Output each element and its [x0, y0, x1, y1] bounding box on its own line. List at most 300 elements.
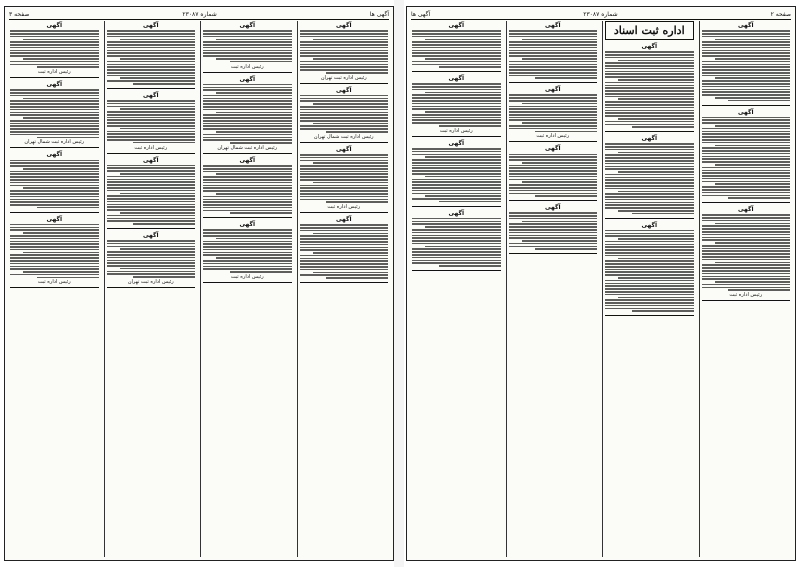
- text-line: [509, 50, 598, 52]
- text-line: [107, 201, 196, 203]
- text-line: [509, 176, 598, 178]
- text-line: [425, 246, 500, 248]
- legal-notice: [107, 92, 196, 154]
- text-line: [120, 268, 195, 270]
- notice-signature: رئیس اداره ثبت: [134, 144, 168, 151]
- text-line: [412, 262, 501, 264]
- text-line: [10, 92, 99, 94]
- text-line: [412, 86, 501, 88]
- text-line: [203, 243, 292, 245]
- text-line: [412, 30, 501, 32]
- notice-body: [509, 30, 598, 79]
- notice-title: آگهی: [46, 22, 63, 29]
- text-line: [412, 36, 501, 38]
- text-line: [300, 64, 389, 66]
- text-line: [10, 185, 99, 187]
- text-line: [300, 263, 389, 265]
- text-line: [605, 280, 694, 282]
- text-line: [412, 170, 501, 172]
- text-line: [605, 68, 694, 70]
- notice-signature: رئیس اداره ثبت: [37, 279, 71, 286]
- notice-body: [300, 95, 389, 133]
- text-line: [605, 124, 694, 126]
- text-line: [702, 195, 791, 197]
- text-line: [203, 120, 292, 122]
- text-line: [702, 36, 791, 38]
- text-line: [605, 230, 694, 232]
- text-line: [107, 55, 196, 57]
- text-line: [300, 190, 389, 192]
- text-line: [702, 72, 791, 74]
- text-line: [509, 66, 598, 68]
- notice-body: [509, 212, 598, 250]
- text-line: [702, 170, 791, 172]
- text-line: [702, 44, 791, 46]
- column: [699, 21, 793, 557]
- text-line: [509, 61, 598, 63]
- column: [410, 21, 503, 557]
- text-line: [605, 166, 694, 168]
- text-line: [715, 39, 790, 41]
- text-line: [107, 209, 196, 211]
- text-line: [107, 114, 196, 116]
- running-header: [411, 9, 791, 20]
- text-line: [702, 64, 791, 66]
- text-line: [326, 277, 388, 279]
- text-line: [605, 104, 694, 106]
- text-line: [702, 273, 791, 275]
- text-line: [702, 220, 791, 222]
- notice-body: [412, 83, 501, 126]
- text-line: [509, 237, 598, 239]
- text-line: [203, 114, 292, 116]
- text-line: [509, 232, 598, 234]
- text-line: [605, 260, 694, 262]
- text-line: [203, 249, 292, 251]
- text-line: [107, 206, 196, 208]
- text-line: [509, 119, 598, 121]
- text-line: [203, 165, 292, 167]
- notice-body: [203, 165, 292, 214]
- text-line: [10, 55, 99, 57]
- text-line: [107, 243, 196, 245]
- text-line: [702, 234, 791, 236]
- text-line: [107, 254, 196, 256]
- text-line: [107, 131, 196, 133]
- notice-body: [605, 143, 694, 214]
- notice-body: [107, 30, 196, 84]
- text-line: [203, 254, 292, 256]
- text-line: [605, 207, 694, 209]
- text-line: [605, 157, 694, 159]
- text-line: [715, 262, 790, 264]
- text-line: [10, 190, 99, 192]
- text-line: [412, 240, 501, 242]
- text-line: [702, 167, 791, 169]
- text-line: [10, 33, 99, 35]
- text-line: [107, 122, 196, 124]
- text-line: [702, 117, 791, 119]
- text-line: [605, 185, 694, 187]
- text-line: [509, 94, 598, 96]
- text-line: [702, 66, 791, 68]
- text-line: [107, 170, 196, 172]
- text-line: [605, 188, 694, 190]
- notice-body: [605, 230, 694, 312]
- text-line: [412, 181, 501, 183]
- text-line: [216, 238, 291, 240]
- text-line: [203, 87, 292, 89]
- legal-notice: [300, 22, 389, 84]
- notice-title: آگهی: [46, 81, 63, 89]
- text-line: [216, 92, 291, 94]
- text-line: [715, 164, 790, 166]
- text-line: [107, 190, 196, 192]
- left-page: [4, 6, 394, 561]
- text-line: [702, 30, 791, 32]
- text-line: [412, 190, 501, 192]
- text-line: [107, 136, 196, 138]
- text-line: [313, 123, 388, 125]
- text-line: [313, 252, 388, 254]
- notice-body: [203, 30, 292, 62]
- text-line: [605, 101, 694, 103]
- text-line: [10, 44, 99, 46]
- text-line: [300, 41, 389, 43]
- notice-body: [10, 89, 99, 138]
- text-line: [107, 260, 196, 262]
- text-line: [107, 240, 196, 242]
- notice-body: [702, 117, 791, 199]
- text-line: [412, 41, 501, 43]
- text-line: [10, 266, 99, 268]
- text-line: [203, 125, 292, 127]
- text-line: [107, 36, 196, 38]
- text-line: [300, 52, 389, 54]
- text-line: [203, 182, 292, 184]
- text-line: [10, 41, 99, 43]
- notice-signature: رئیس اداره ثبت تهران: [320, 74, 367, 81]
- text-line: [522, 122, 597, 124]
- text-line: [412, 94, 501, 96]
- text-line: [425, 195, 500, 197]
- text-line: [509, 218, 598, 220]
- text-line: [509, 243, 598, 245]
- text-line: [605, 263, 694, 265]
- text-line: [23, 252, 98, 254]
- text-line: [412, 221, 501, 223]
- text-line: [203, 134, 292, 136]
- text-line: [313, 182, 388, 184]
- text-line: [10, 103, 99, 105]
- text-line: [216, 131, 291, 133]
- text-line: [412, 237, 501, 239]
- left-columns: [8, 21, 390, 557]
- running-header-right: آگهی ها: [369, 10, 389, 18]
- text-line: [107, 106, 196, 108]
- text-line: [618, 238, 693, 240]
- text-line: [300, 55, 389, 57]
- text-line: [605, 115, 694, 117]
- notice-body: [203, 229, 292, 272]
- text-line: [300, 173, 389, 175]
- text-line: [107, 61, 196, 63]
- text-line: [702, 161, 791, 163]
- text-line: [107, 44, 196, 46]
- text-line: [300, 185, 389, 187]
- text-line: [10, 120, 99, 122]
- text-line: [509, 184, 598, 186]
- text-line: [605, 174, 694, 176]
- text-line: [702, 259, 791, 261]
- notice-title: آگهی: [641, 135, 658, 143]
- text-line: [412, 117, 501, 119]
- text-line: [715, 125, 790, 127]
- text-line: [300, 30, 389, 32]
- text-line: [702, 86, 791, 88]
- text-line: [702, 83, 791, 85]
- text-line: [203, 139, 292, 141]
- text-line: [10, 204, 99, 206]
- text-line: [535, 77, 597, 79]
- text-line: [37, 277, 99, 279]
- text-line: [203, 50, 292, 52]
- text-line: [10, 235, 99, 237]
- text-line: [605, 87, 694, 89]
- text-line: [605, 244, 694, 246]
- text-line: [300, 260, 389, 262]
- legal-notice: [605, 222, 694, 317]
- text-line: [203, 187, 292, 189]
- notice-title: آگهی: [448, 22, 465, 29]
- notice-signature: رئیس اداره ثبت: [230, 63, 264, 70]
- legal-notice: [107, 157, 196, 229]
- notice-title: آگهی: [335, 216, 352, 224]
- text-line: [509, 36, 598, 38]
- text-line: [412, 100, 501, 102]
- text-line: [300, 128, 389, 130]
- text-line: [412, 154, 501, 156]
- text-line: [509, 69, 598, 71]
- text-line: [702, 225, 791, 227]
- text-line: [618, 152, 693, 154]
- text-line: [107, 198, 196, 200]
- text-line: [412, 223, 501, 225]
- text-line: [300, 33, 389, 35]
- text-line: [702, 119, 791, 121]
- legal-notice: [107, 22, 196, 89]
- text-line: [412, 159, 501, 161]
- text-line: [230, 142, 292, 144]
- text-line: [522, 103, 597, 105]
- text-line: [618, 60, 693, 62]
- text-line: [107, 265, 196, 267]
- text-line: [605, 294, 694, 296]
- text-line: [702, 175, 791, 177]
- text-line: [412, 257, 501, 259]
- text-line: [412, 179, 501, 181]
- legal-notice: [605, 43, 694, 132]
- text-line: [702, 237, 791, 239]
- text-line: [313, 272, 388, 274]
- text-line: [605, 71, 694, 73]
- text-line: [535, 131, 597, 133]
- text-line: [702, 131, 791, 133]
- legal-notice: [10, 216, 99, 289]
- text-line: [412, 232, 501, 234]
- text-line: [300, 269, 389, 271]
- text-line: [605, 291, 694, 293]
- text-line: [425, 176, 500, 178]
- text-line: [412, 198, 501, 200]
- right-page: [406, 6, 796, 561]
- text-line: [203, 47, 292, 49]
- text-line: [412, 251, 501, 253]
- text-line: [10, 109, 99, 111]
- text-line: [203, 168, 292, 170]
- text-line: [326, 131, 388, 133]
- text-line: [412, 235, 501, 237]
- text-line: [702, 172, 791, 174]
- text-line: [300, 227, 389, 229]
- text-line: [107, 271, 196, 273]
- text-line: [107, 204, 196, 206]
- notice-signature: رئیس اداره ثبت: [37, 69, 71, 76]
- text-line: [23, 232, 98, 234]
- text-line: [300, 247, 389, 249]
- text-line: [107, 52, 196, 54]
- notice-signature: رئیس اداره ثبت شمال تهران: [313, 133, 374, 140]
- text-line: [300, 44, 389, 46]
- text-line: [702, 47, 791, 49]
- notice-body: [10, 224, 99, 278]
- text-line: [300, 125, 389, 127]
- text-line: [10, 123, 99, 125]
- notice-signature: رئیس اداره ثبت: [230, 273, 264, 280]
- text-line: [702, 178, 791, 180]
- notice-title: آگهی: [544, 145, 561, 153]
- text-line: [10, 134, 99, 136]
- text-line: [702, 276, 791, 278]
- text-line: [10, 274, 99, 276]
- text-line: [300, 255, 389, 257]
- text-line: [412, 33, 501, 35]
- text-line: [412, 184, 501, 186]
- text-line: [605, 143, 694, 145]
- text-line: [425, 39, 500, 41]
- text-line: [509, 75, 598, 77]
- notice-title: آگهی: [544, 204, 561, 212]
- text-line: [509, 52, 598, 54]
- text-line: [300, 50, 389, 52]
- text-line: [605, 107, 694, 109]
- text-line: [412, 122, 501, 124]
- text-line: [300, 244, 389, 246]
- text-line: [300, 266, 389, 268]
- text-line: [10, 160, 99, 162]
- text-line: [203, 44, 292, 46]
- notice-body: [412, 30, 501, 68]
- text-line: [107, 30, 196, 32]
- legal-notice: [702, 206, 791, 301]
- notice-body: [107, 240, 196, 278]
- text-line: [605, 274, 694, 276]
- text-line: [702, 228, 791, 230]
- text-line: [120, 39, 195, 41]
- notice-title: آگهی: [46, 215, 63, 223]
- text-line: [300, 154, 389, 156]
- text-line: [618, 297, 693, 299]
- text-line: [10, 47, 99, 49]
- text-line: [133, 223, 195, 225]
- text-line: [702, 122, 791, 124]
- text-line: [605, 90, 694, 92]
- text-line: [203, 95, 292, 97]
- masthead: اداره ثبت اسناد: [605, 21, 694, 40]
- text-line: [133, 83, 195, 85]
- text-line: [509, 117, 598, 119]
- text-line: [412, 187, 501, 189]
- text-line: [605, 302, 694, 304]
- text-line: [412, 151, 501, 153]
- text-line: [230, 271, 292, 273]
- text-line: [412, 52, 501, 54]
- text-line: [412, 47, 501, 49]
- text-line: [715, 183, 790, 185]
- text-line: [230, 212, 292, 214]
- text-line: [10, 162, 99, 164]
- text-line: [107, 80, 196, 82]
- text-line: [23, 39, 98, 41]
- text-line: [605, 283, 694, 285]
- text-line: [326, 201, 388, 203]
- notice-body: [107, 100, 196, 143]
- text-line: [605, 179, 694, 181]
- text-line: [107, 218, 196, 220]
- text-line: [107, 220, 196, 222]
- text-line: [439, 66, 501, 68]
- text-line: [509, 193, 598, 195]
- text-line: [702, 189, 791, 191]
- text-line: [605, 266, 694, 268]
- text-line: [300, 168, 389, 170]
- text-line: [300, 241, 389, 243]
- text-line: [522, 162, 597, 164]
- text-line: [509, 111, 598, 113]
- text-line: [300, 109, 389, 111]
- text-line: [37, 137, 99, 139]
- text-line: [23, 168, 98, 170]
- text-line: [313, 162, 388, 164]
- text-line: [203, 252, 292, 254]
- text-line: [605, 182, 694, 184]
- text-line: [412, 148, 501, 150]
- text-line: [632, 213, 694, 215]
- text-line: [702, 231, 791, 233]
- running-header-left: آگهی ها: [411, 10, 431, 18]
- text-line: [702, 158, 791, 160]
- text-line: [702, 156, 791, 158]
- text-line: [203, 196, 292, 198]
- legal-notice: [412, 140, 501, 207]
- text-line: [300, 112, 389, 114]
- text-line: [509, 179, 598, 181]
- notice-body: [412, 218, 501, 267]
- column: [506, 21, 600, 557]
- text-line: [522, 58, 597, 60]
- text-line: [10, 171, 99, 173]
- text-line: [509, 235, 598, 237]
